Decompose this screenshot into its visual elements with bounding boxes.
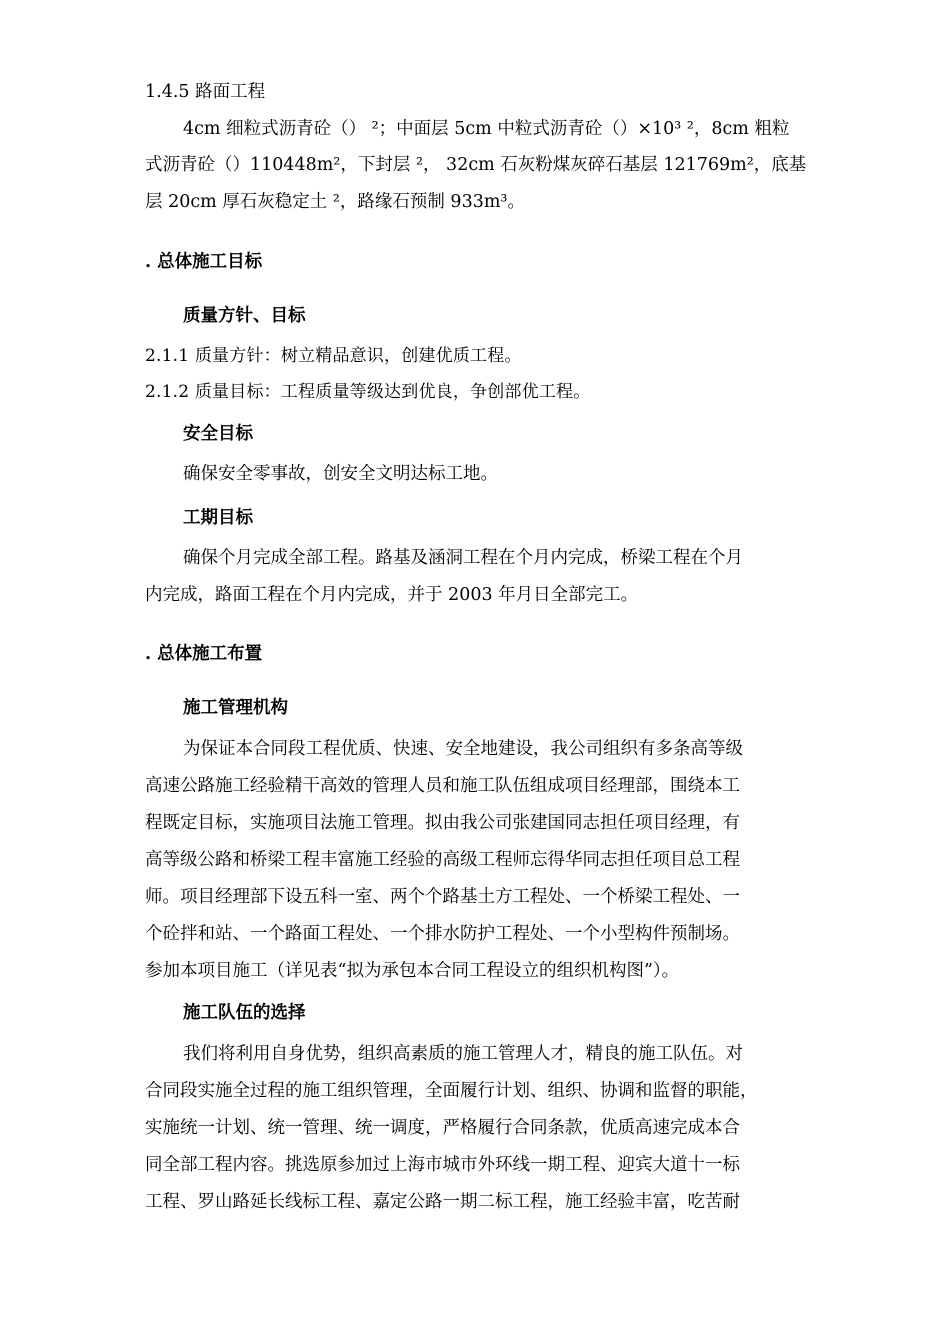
paragraph-line: 个砼拌和站、一个路面工程处、一个排水防护工程处、一个小型构件预制场。 xyxy=(145,924,740,944)
paragraph-line: 工程、罗山路延长线标工程、嘉定公路一期二标工程，施工经验丰富，吃苦耐 xyxy=(145,1192,740,1212)
section-heading-1-4-5: 1.4.5 路面工程 xyxy=(145,82,266,102)
paragraph-line: 高速公路施工经验精干高效的管理人员和施工队伍组成项目经理部，围绕本工 xyxy=(145,776,740,796)
paragraph-line: 高等级公路和桥梁工程丰富施工经验的高级工程师忘得华同志担任项目总工程 xyxy=(145,850,740,870)
paragraph-line: 程既定目标，实施项目法施工管理。拟由我公司张建国同志担任项目经理，有 xyxy=(145,813,740,833)
paragraph-line: 确保安全零事故，创安全文明达标工地。 xyxy=(183,464,498,484)
subheading-safety: 安全目标 xyxy=(183,424,253,444)
subheading-management: 施工管理机构 xyxy=(183,698,288,718)
subheading-schedule: 工期目标 xyxy=(183,508,253,528)
paragraph-line: 4cm 细粒式沥青砼（） ²；中面层 5cm 中粒式沥青砼（）×10³ ²，8cm 粗粒 xyxy=(183,119,790,139)
subheading-team: 施工队伍的选择 xyxy=(183,1003,306,1023)
list-item: 2.1.2 质量目标：工程质量等级达到优良，争创部优工程。 xyxy=(145,382,591,402)
paragraph-line: 确保个月完成全部工程。路基及涵洞工程在个月内完成，桥梁工程在个月 xyxy=(183,548,743,568)
paragraph-line: 师。项目经理部下设五科一室、两个个路基土方工程处、一个桥梁工程处、一 xyxy=(145,887,740,907)
list-item: 2.1.1 质量方针：树立精品意识，创建优质工程。 xyxy=(145,346,522,366)
paragraph-line: 内完成，路面工程在个月内完成，并于 2003 年月日全部完工。 xyxy=(145,585,639,605)
paragraph-line: 式沥青砼（）110448m²，下封层 ²， 32cm 石灰粉煤灰碎石基层 121769m²，底基 xyxy=(145,155,807,175)
paragraph-line: 为保证本合同段工程优质、快速、安全地建设，我公司组织有多条高等级 xyxy=(183,739,743,759)
paragraph-line: 同全部工程内容。挑选原参加过上海市城市外环线一期工程、迎宾大道十一标 xyxy=(145,1155,740,1175)
paragraph-line: 层 20cm 厚石灰稳定土 ²，路缘石预制 933m³。 xyxy=(145,192,525,212)
paragraph-line: 参加本项目施工（详见表“拟为承包本合同工程设立的组织机构图”）。 xyxy=(145,961,680,981)
section-heading-3: . 总体施工布置 xyxy=(145,644,263,664)
section-heading-2: . 总体施工目标 xyxy=(145,252,263,272)
subheading-quality: 质量方针、目标 xyxy=(183,306,306,326)
paragraph-line: 实施统一计划、统一管理、统一调度，严格履行合同条款，优质高速完成本合 xyxy=(145,1118,740,1138)
paragraph-line: 合同段实施全过程的施工组织管理，全面履行计划、组织、协调和监督的职能， xyxy=(145,1081,758,1101)
paragraph-line: 我们将利用自身优势，组织高素质的施工管理人才，精良的施工队伍。对 xyxy=(183,1044,743,1064)
